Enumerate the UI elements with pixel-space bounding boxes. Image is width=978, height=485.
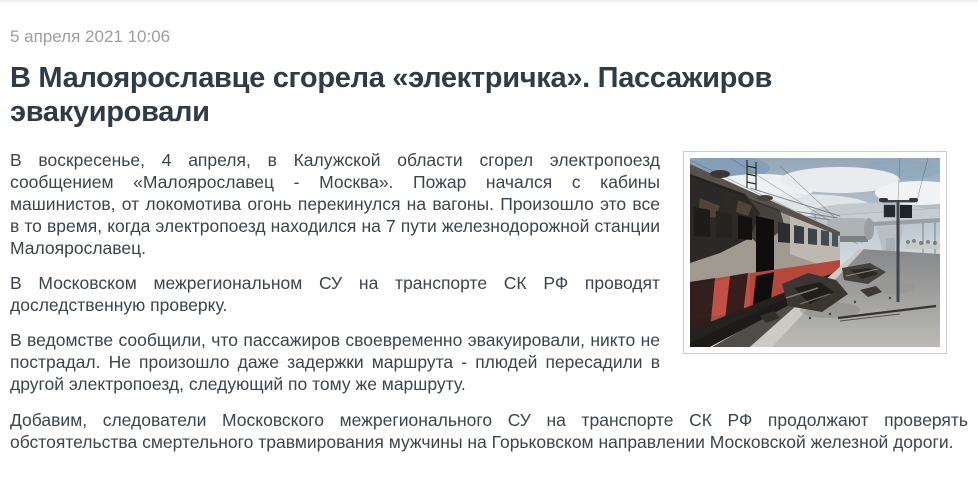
article-paragraph: В ведомстве сообщили, что пассажиров своевременно эвакуировали, никто не пострадал. Не произошло даже задержки маршрута - плюдей пересадили в другой электропоезд, следующий по тому же маршруту. bbox=[10, 330, 660, 394]
article-paragraph: В воскресенье, 4 апреля, в Калужской области сгорел электропоезд сообщением «Малоярославец - Москва». Пожар начался с кабины машинистов, от локомотива огонь перекинулся на вагоны. Произошло это все в то время, когда электропоезд находился на 7 пути железнодорожной станции Малоярославец. bbox=[10, 150, 660, 258]
article-headline: В Малоярославце сгорела «электричка». Пассажиров эвакуировали bbox=[10, 62, 773, 128]
publish-date: 5 апреля 2021 10:06 bbox=[10, 27, 171, 46]
burned-train-photo bbox=[690, 158, 940, 347]
article-paragraph: Добавим, следователи Московского межрегионального СУ на транспорте СК РФ продолжают проверять обстоятельства смертельного травмирования мужчины на Горьковском направлении Московской железной дороги. bbox=[10, 410, 968, 452]
article-body-top bbox=[10, 149, 968, 408]
article-page bbox=[0, 2, 978, 453]
article-text-column bbox=[10, 149, 660, 408]
article-paragraph: В Московском межрегиональном СУ на транспорте СК РФ проводят доследственную проверку. bbox=[10, 273, 660, 315]
article-photo-frame bbox=[683, 151, 947, 354]
